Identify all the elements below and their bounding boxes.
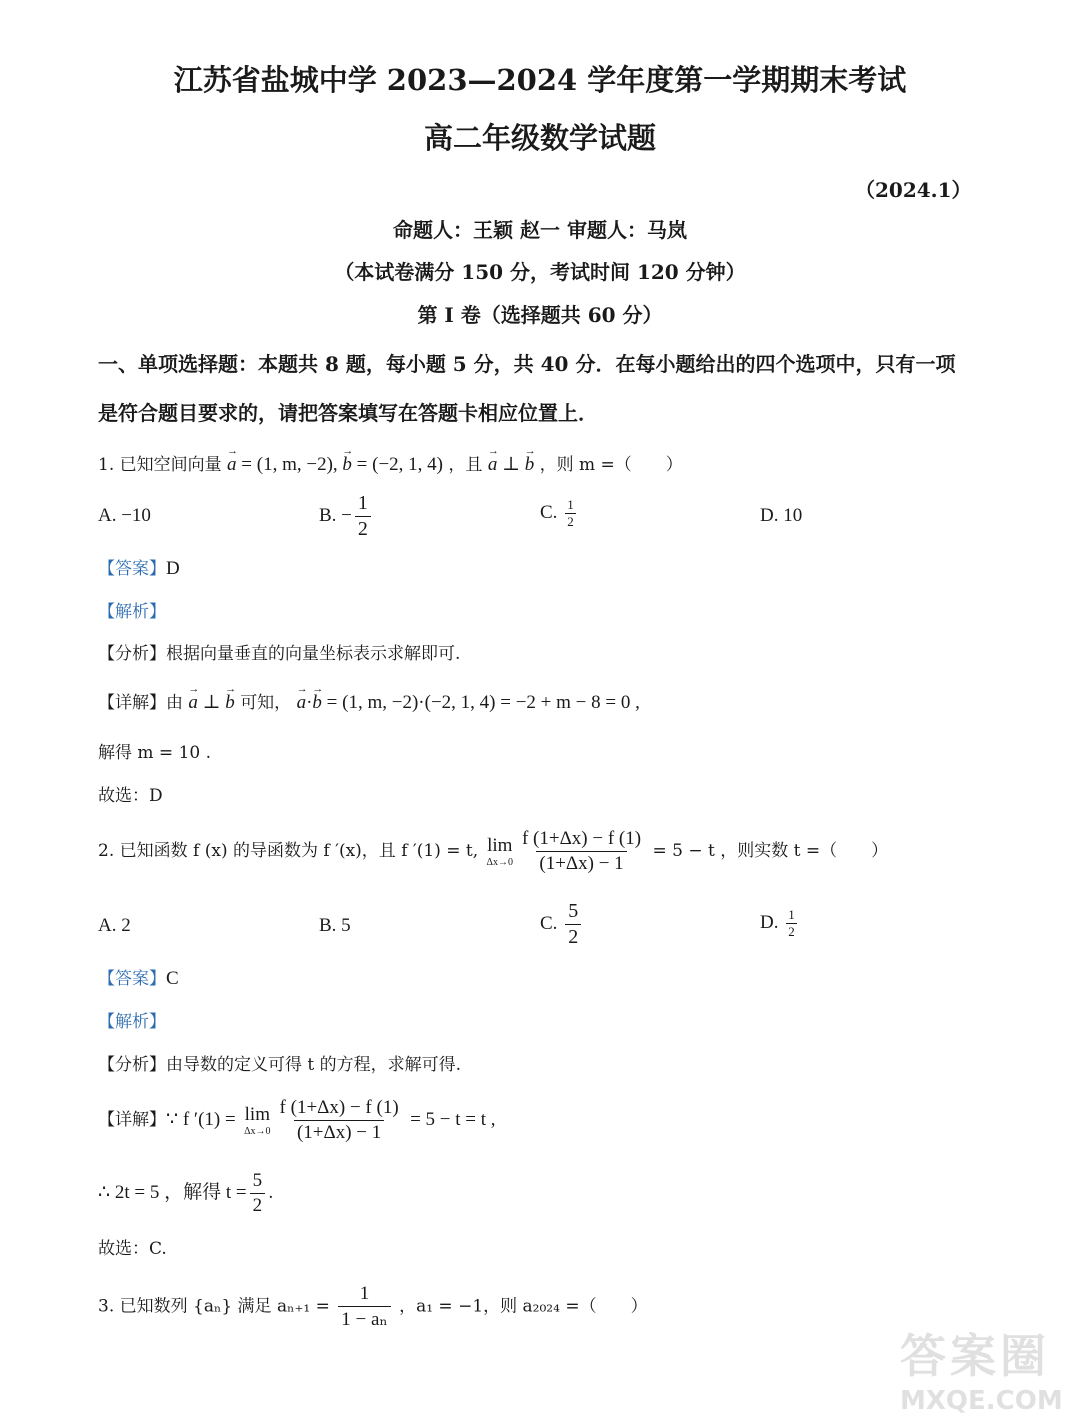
q2-lim-sub: Δx→0 — [486, 857, 513, 868]
q1-option-a: A. −10 — [98, 505, 151, 526]
q1-answer-value: D — [166, 558, 180, 579]
q2-option-c-label: C. — [540, 912, 563, 934]
q3-suffix: ，a₁ = −1，则 a₂₀₂₄ =（ ） — [399, 1296, 648, 1317]
q1-detail: 【详解】由 → a ⊥ → b 可知， → a·→ b = (1, m, −2)·(−2, 1, 4) = −2 + m − 8 = 0 , — [98, 688, 640, 714]
watermark-line2: MXQE.COM — [900, 1386, 1063, 1416]
q2-option-b: B. 5 — [319, 915, 351, 936]
q1-dot-b: → b — [312, 692, 322, 714]
q2-detail-suffix: = 5 − t = t , — [410, 1109, 496, 1130]
q1-option-d: D. 10 — [760, 505, 803, 526]
question-2 — [98, 828, 888, 875]
q2-optd-num: 1 — [788, 907, 795, 922]
q2-fenxi — [98, 1050, 461, 1075]
q3-prefix: 3. 已知数列 {aₙ} 满足 aₙ₊₁ = — [98, 1296, 330, 1317]
q1-choose — [98, 781, 163, 806]
perp-symbol: ⊥ — [502, 454, 520, 475]
volume-heading: 第 I 卷（选择题共 60 分） — [417, 303, 663, 327]
q2-fenxi-text: 由导数的定义可得 t 的方程，求解可得. — [166, 1055, 462, 1075]
q1-detail-pre: 由 — [166, 693, 183, 713]
detail-label: 【详解】 — [98, 693, 166, 713]
q2-detail-pre: ∵ f ′(1) = — [166, 1109, 236, 1130]
exam-authors: 命题人：王颖 赵一 审题人：马岚 — [393, 218, 687, 242]
vector-b-symbol: → b — [342, 454, 352, 476]
q1-detail-eq: = (1, m, −2)·(−2, 1, 4) = −2 + m − 8 = 0 , — [326, 692, 640, 713]
q1-cond-b: → b — [525, 454, 535, 476]
q1-option-c-label: C. — [540, 501, 563, 523]
q2-lim: lim — [487, 835, 513, 856]
q1-prefix: 1. 已知空间向量 — [98, 455, 222, 475]
q1-choose-value: D — [149, 786, 163, 806]
q1-condition: ，且 — [448, 455, 483, 475]
q2-answer — [98, 964, 179, 990]
q2-option-d-label: D. — [760, 911, 784, 933]
q2-solve — [98, 1170, 273, 1217]
exam-date: （2024.1） — [855, 178, 972, 202]
q1-analysis-label: 【解析】 — [98, 602, 166, 622]
q2-fenxi-label: 【分析】 — [98, 1055, 166, 1075]
q1-option-c — [540, 497, 579, 530]
q1-solve: 解得 m = 10 . — [98, 743, 212, 763]
section-heading-line2: 是符合题目要求的，请把答案填写在答题卡相应位置上． — [98, 401, 598, 425]
q2-solve-pre: ∴ 2t = 5 ，解得 t = — [98, 1182, 247, 1203]
question-3 — [98, 1283, 648, 1331]
q2-choose — [98, 1234, 167, 1259]
q2-optc-den: 2 — [565, 924, 581, 949]
q2-solve-end: . — [268, 1183, 274, 1203]
exam-subtitle: 高二年级数学试题 — [423, 121, 656, 155]
q2-detail-lim: lim — [244, 1104, 270, 1125]
q1-cond-a: → a — [488, 454, 498, 476]
q1-detail-mid: 可知， — [240, 693, 292, 713]
vector-a-symbol: → a — [227, 454, 237, 476]
q1-optc-den: 2 — [567, 514, 574, 529]
q2-option-a: A. 2 — [98, 915, 131, 936]
q1-dot-a: → a — [297, 692, 307, 714]
q2-optc-num: 5 — [568, 900, 579, 922]
q2-option-d — [760, 907, 800, 940]
q1-option-b-label: B. − — [319, 504, 352, 526]
q2-suffix: = 5 − t ，则实数 t =（ ） — [652, 841, 889, 861]
watermark-logo — [900, 1320, 1070, 1416]
q1-vector-b-value: = (−2, 1, 4) — [356, 454, 443, 475]
q2-analysis-label: 【解析】 — [98, 1012, 166, 1032]
q2-option-c — [540, 900, 584, 949]
q2-frac-den: (1+Δx) − 1 — [536, 851, 626, 875]
q2-solve-num: 5 — [252, 1170, 263, 1191]
section-heading-line1: 一、单项选择题：本题共 8 题，每小题 5 分，共 40 分．在每小题给出的四个选项中，只有一项 — [98, 352, 956, 376]
q1-vector-a-value: = (1, m, −2), — [241, 454, 338, 475]
q2-detail — [98, 1097, 496, 1144]
q1-question: ，则 m =（ ） — [539, 455, 683, 475]
choose-label: 故选： — [98, 786, 149, 806]
q1-optc-num: 1 — [567, 497, 574, 512]
q2-choose-value: C. — [149, 1239, 167, 1259]
q1-optb-den: 2 — [355, 516, 371, 541]
q2-detail-label: 【详解】 — [98, 1110, 166, 1130]
q2-answer-value: C — [166, 968, 179, 989]
q3-frac-den: 1 − aₙ — [338, 1306, 390, 1331]
q2-frac-num: f (1+Δx) − f (1) — [521, 828, 642, 849]
q2-detail-lim-sub: Δx→0 — [244, 1126, 271, 1137]
q2-answer-label: 【答案】 — [98, 969, 166, 989]
q1-fenxi — [98, 639, 460, 664]
q2-prefix: 2. 已知函数 f (x) 的导函数为 f ′(x)，且 f ′(1) = t, — [98, 841, 479, 861]
q2-optd-den: 2 — [788, 924, 795, 939]
exam-info: （本试卷满分 150 分，考试时间 120 分钟） — [334, 260, 746, 284]
q1-optb-num: 1 — [357, 492, 368, 514]
q1-fenxi-text: 根据向量垂直的向量坐标表示求解即可. — [166, 644, 461, 664]
q1-detail-perp: ⊥ — [202, 692, 221, 713]
q2-detail-frac-num: f (1+Δx) − f (1) — [279, 1097, 399, 1118]
q1-detail-b: → b — [225, 692, 235, 714]
question-1 — [98, 450, 683, 476]
answer-label: 【答案】 — [98, 559, 166, 579]
q2-choose-label: 故选： — [98, 1239, 149, 1259]
q2-detail-frac-den: (1+Δx) − 1 — [294, 1120, 384, 1144]
fenxi-label: 【分析】 — [98, 644, 166, 664]
q2-solve-den: 2 — [250, 1193, 266, 1217]
watermark-line1: 答案圈 — [900, 1329, 1050, 1383]
q3-frac-num: 1 — [359, 1283, 370, 1304]
q1-detail-a: → a — [188, 692, 198, 714]
q1-option-b — [319, 492, 374, 541]
q1-answer — [98, 554, 180, 580]
exam-title: 江苏省盐城中学 2023—2024 学年度第一学期期末考试 — [173, 63, 907, 97]
